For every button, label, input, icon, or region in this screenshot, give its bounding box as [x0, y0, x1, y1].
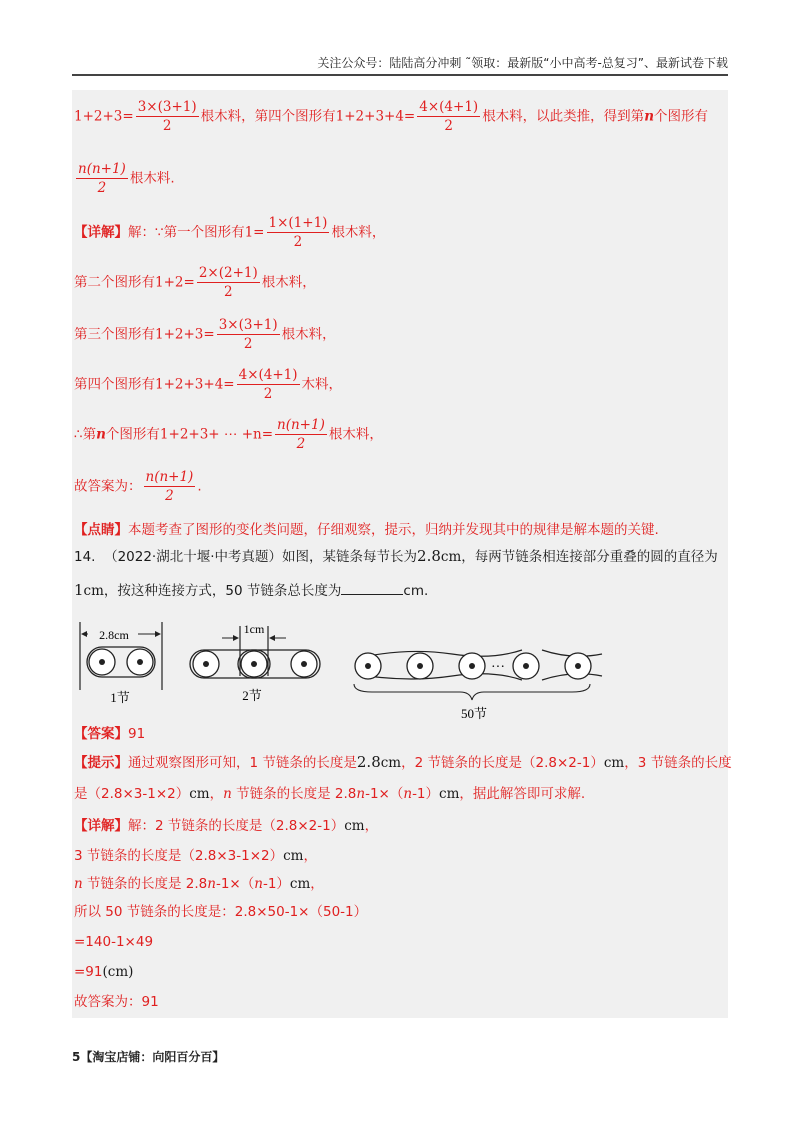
pin-dot [203, 661, 209, 667]
chain-figure [72, 620, 728, 730]
detail13-line-4 [74, 366, 342, 403]
detail14-line-7 [74, 992, 159, 1012]
pin-dot [575, 663, 581, 669]
fraction-denominator: 2 [97, 180, 107, 196]
pin-dot [417, 663, 423, 669]
detail13-answer [74, 468, 202, 505]
section-label: 【点睛】 [74, 522, 128, 538]
unit: cm [380, 755, 402, 771]
fraction [217, 316, 280, 353]
fraction-denominator: 2 [444, 118, 454, 134]
detail14-line-6 [74, 962, 133, 982]
fraction-denominator: 2 [223, 284, 233, 300]
text: ， [303, 848, 317, 864]
text: 故答案为： [74, 478, 142, 495]
fraction [267, 214, 330, 251]
content-area [72, 90, 732, 1018]
fraction-numerator: 2×(2+1) [198, 265, 258, 281]
text: 个图形有 [654, 108, 709, 125]
dim-label: 2.8cm [99, 628, 129, 642]
value: 2.8 [356, 753, 381, 771]
unit: cm [440, 549, 462, 565]
expr: 1+2+3+4= [335, 108, 416, 125]
pin-dot [523, 663, 529, 669]
fraction [237, 366, 300, 403]
text: 个图形有 [105, 426, 160, 443]
text: cm. [403, 583, 429, 599]
fraction [417, 98, 480, 135]
detail14-line-4 [74, 902, 367, 922]
detail14-line-1 [74, 816, 378, 836]
text: -1） [262, 876, 290, 892]
hint14-line-1 [74, 752, 732, 773]
unit: cm [603, 755, 625, 771]
detail13-line-3 [74, 316, 336, 353]
text: 节链条的长度是 2.8 [82, 876, 208, 892]
expr: 1+2+3+4= [155, 376, 235, 393]
page-footer [72, 1048, 224, 1065]
pin-dot [469, 663, 475, 669]
text: 根木料， [281, 326, 336, 343]
text: ， [364, 818, 379, 834]
detail14-line-5 [74, 932, 153, 952]
text: 根木料. [129, 170, 175, 187]
fraction-numerator: 4×(4+1) [238, 367, 298, 383]
text: 根木料，第四个图形有 [200, 108, 336, 125]
text: 木料， [301, 376, 343, 393]
text: 第二个图形有 [74, 274, 155, 291]
brace [354, 684, 590, 700]
continued-line-2 [74, 160, 175, 197]
text: 故答案为：91 [74, 994, 159, 1010]
detail14-line-3 [74, 874, 324, 894]
text: 解：∵第一个图形有 [128, 224, 245, 241]
fraction [76, 160, 128, 197]
text: -1） [412, 786, 440, 802]
fraction [144, 468, 196, 505]
q14-line-1 [74, 546, 718, 567]
fraction [136, 98, 199, 135]
text: =91 [74, 964, 103, 980]
text: ，按这种连接方式，50 节链条总长度为 [103, 583, 342, 599]
fraction-denominator: 2 [293, 234, 303, 250]
unit: cm [344, 818, 365, 834]
footer-text: 5【淘宝店铺：向阳百分百】 [72, 1050, 225, 1064]
unit: cm [289, 876, 311, 892]
text: 是（2.8×3-1×2） [74, 786, 190, 802]
chain-1-link [80, 622, 162, 705]
ellipsis: ··· [491, 660, 505, 675]
section-label: 【详解】 [74, 224, 128, 241]
text: ，每两节链条相连接部分重叠的圆的直径为 [461, 549, 718, 565]
variable-n: n [644, 108, 655, 125]
question-source: （2022·湖北十堰·中考真题） [104, 549, 283, 565]
continued-line-1 [74, 98, 708, 135]
text: -1×（ [215, 876, 255, 892]
text: 3 节链条的长度是（2.8×3-1×2） [74, 848, 284, 864]
section-label: 【答案】 [74, 726, 128, 742]
chain-edge [368, 650, 522, 656]
fraction-denominator: 2 [296, 436, 306, 452]
expr: 1+2+3+ ⋯ +n= [159, 426, 274, 443]
pin-dot [301, 661, 307, 667]
fraction-denominator: 2 [165, 488, 174, 504]
expr: 1+2+3= [74, 108, 134, 125]
fraction-denominator: 2 [162, 118, 172, 134]
chain-50-links [354, 650, 602, 721]
section-label: 【详解】 [74, 818, 128, 834]
detail13-line-5 [74, 416, 383, 453]
variable-n: n [207, 876, 216, 892]
variable-n: n [356, 786, 366, 802]
detail14-line-2 [74, 846, 317, 866]
fraction-numerator: 4×(4+1) [419, 99, 479, 115]
text: 本题考查了图形的变化类问题，仔细观察，提示，归纳并发现其中的规律是解本题的关键. [128, 522, 659, 538]
question-number: 14. [74, 549, 96, 565]
text: ，2 节链条的长度是（2.8×2-1） [401, 755, 604, 771]
text: ， [310, 876, 324, 892]
unit: (cm) [102, 964, 134, 980]
text: 所以 50 节链条的长度是：2.8×50-1×（50-1） [74, 904, 368, 920]
fraction [197, 264, 260, 301]
variable-n: n [254, 876, 263, 892]
fraction-denominator: 2 [243, 336, 253, 352]
header-text: 关注公众号：陆陆高分冲刺 ˜领取：最新版“小中高考-总复习”、最新试卷下载 [317, 56, 728, 70]
value: 1 [74, 581, 84, 599]
fraction [275, 416, 327, 453]
section-label: 【提示】 [74, 755, 128, 771]
expr: 1= [244, 224, 265, 241]
expr: 1+2+3= [155, 326, 215, 343]
text: 根木料，以此类推，得到第 [482, 108, 645, 125]
q14-line-2 [74, 580, 428, 601]
fraction-numerator: n(n+1) [145, 469, 194, 485]
dim-label: 1cm [243, 622, 265, 636]
variable-n: n [74, 876, 83, 892]
text: ∴第 [74, 426, 97, 443]
fraction-numerator: 3×(3+1) [137, 99, 197, 115]
answer-blank [341, 580, 403, 595]
unit: cm [83, 583, 104, 599]
fraction-numerator: 1×(1+1) [268, 215, 328, 231]
fraction-numerator: n(n+1) [277, 417, 325, 433]
text: 如图，某链条每节长为 [282, 549, 418, 565]
text: 第三个图形有 [74, 326, 155, 343]
text: ，据此解答即可求解. [459, 786, 586, 802]
figure-caption: 2节 [242, 688, 262, 703]
text: ， [209, 786, 224, 802]
pin-dot [137, 659, 143, 665]
expr: 1+2= [155, 274, 195, 291]
value: 2.8 [417, 547, 441, 565]
fraction-denominator: 2 [263, 386, 273, 402]
page-header [72, 52, 728, 76]
fraction-numerator: 3×(3+1) [218, 317, 278, 333]
unit: cm [283, 848, 304, 864]
text: 解：2 节链条的长度是（2.8×2-1） [128, 818, 345, 834]
text: ，3 节链条的长度 [624, 755, 732, 771]
text: 第四个图形有 [74, 376, 155, 393]
answer-value: 91 [128, 726, 146, 742]
text: . [197, 478, 202, 495]
pin-dot [365, 663, 371, 669]
pin-dot [99, 659, 105, 665]
figure-caption: 50节 [460, 706, 488, 721]
variable-n: n [403, 786, 413, 802]
variable-n: n [96, 426, 106, 443]
chain-2-links [190, 622, 320, 703]
text: 根木料， [331, 224, 386, 241]
text: 根木料， [328, 426, 383, 443]
answer14 [74, 724, 145, 744]
text: =140-1×49 [74, 934, 154, 950]
point13 [74, 520, 659, 540]
detail13-line-2 [74, 264, 316, 301]
unit: cm [189, 786, 210, 802]
text: 通过观察图形可知，1 节链条的长度是 [128, 755, 357, 771]
hint14-line-2 [74, 784, 585, 804]
text: 根木料， [261, 274, 316, 291]
detail13-line-1 [74, 214, 385, 251]
variable-n: n [223, 786, 232, 802]
fraction-numerator: n(n+1) [78, 161, 126, 177]
text: 节链条的长度是 2.8 [231, 786, 357, 802]
text: -1×（ [365, 786, 404, 802]
pin-dot [251, 661, 257, 667]
unit: cm [439, 786, 460, 802]
figure-caption: 1节 [110, 690, 130, 705]
